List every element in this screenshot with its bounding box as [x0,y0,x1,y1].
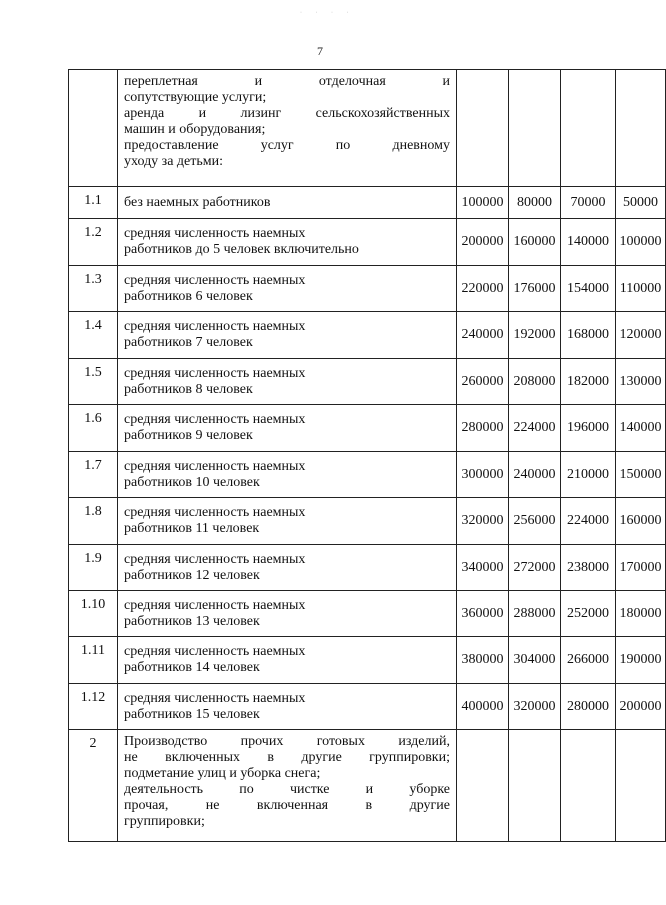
desc-line: средняя численность наемных [124,226,306,241]
value-cell: 140000 [561,219,616,266]
row-number: 1.12 [69,684,118,730]
table-row [69,591,666,637]
table-row [69,312,666,359]
table-row [69,684,666,730]
desc-line: Производство прочих готовых изделий, [124,734,450,749]
value-cell: 280000 [457,405,509,452]
value-cell: 120000 [616,312,666,359]
value-cell: 304000 [509,637,561,684]
value-cell [457,730,509,842]
value-cell: 224000 [509,405,561,452]
value-cell [457,70,509,187]
row-number: 1.9 [69,545,118,591]
desc-line: работников 6 человек [124,288,253,304]
value-cell: 288000 [509,591,561,637]
value-cell: 140000 [616,405,666,452]
row-number: 1.7 [69,452,118,498]
value-cell: 50000 [616,187,666,219]
value-cell: 380000 [457,637,509,684]
table-row [69,637,666,684]
row-description [118,498,457,545]
desc-line: предоставление услуг по дневному [124,138,450,153]
desc-line: деятельность по чистке и уборке [124,782,450,797]
value-cell: 340000 [457,545,509,591]
desc-line: средняя численность наемных [124,505,306,520]
desc-line: машин и оборудования; [124,122,266,137]
value-cell [561,730,616,842]
table-row [69,452,666,498]
value-cell: 180000 [616,591,666,637]
activity-description [118,70,457,187]
row-description [118,637,457,684]
value-cell: 208000 [509,359,561,405]
desc-line: средняя численность наемных [124,319,306,334]
desc-line: группировки; [124,814,205,829]
row-description [118,219,457,266]
desc-line: средняя численность наемных [124,597,306,613]
value-cell: 220000 [457,266,509,312]
desc-line: средняя численность наемных [124,272,306,288]
row-number: 1.1 [69,187,118,219]
value-cell [561,70,616,187]
row-description [118,591,457,637]
row-description [118,452,457,498]
desc-line: средняя численность наемных [124,458,306,474]
value-cell: 154000 [561,266,616,312]
desc-line: прочая, не включенная в другие [124,798,450,813]
value-cell: 70000 [561,187,616,219]
row-number: 1.11 [69,637,118,684]
row-number: 1.2 [69,219,118,266]
table-row [69,359,666,405]
row-description [118,359,457,405]
value-cell [616,70,666,187]
desc-line: работников 15 человек [124,706,260,722]
table-row [69,405,666,452]
table-row [69,187,666,219]
value-cell: 266000 [561,637,616,684]
desc-line: работников до 5 человек включительно [124,242,359,257]
value-cell: 182000 [561,359,616,405]
table-row [69,266,666,312]
desc-line: средняя численность наемных [124,551,306,567]
desc-line: не включенных в другие группировки; [124,750,450,765]
table-row [69,219,666,266]
page-number: 7 [317,44,323,58]
desc-line: переплетная и отделочная и [124,74,450,89]
desc-line: аренда и лизинг сельскохозяйственных [124,106,450,121]
desc-line: работников 14 человек [124,660,260,675]
value-cell: 110000 [616,266,666,312]
row-description [118,545,457,591]
value-cell: 300000 [457,452,509,498]
desc-line: работников 7 человек [124,335,253,350]
value-cell: 168000 [561,312,616,359]
value-cell: 80000 [509,187,561,219]
desc-line: без наемных работников [124,194,271,210]
desc-line: средняя численность наемных [124,412,306,427]
value-cell: 196000 [561,405,616,452]
value-cell: 200000 [616,684,666,730]
section-description [118,730,457,842]
value-cell: 100000 [457,187,509,219]
value-cell: 400000 [457,684,509,730]
value-cell: 160000 [509,219,561,266]
intro-row [69,70,666,187]
row-description [118,312,457,359]
row-number: 1.8 [69,498,118,545]
value-cell: 200000 [457,219,509,266]
value-cell: 320000 [509,684,561,730]
row-number-cell [69,70,118,187]
row-number: 1.10 [69,591,118,637]
desc-line: средняя численность наемных [124,644,306,659]
desc-line: работников 12 человек [124,567,260,583]
value-cell [616,730,666,842]
value-cell: 100000 [616,219,666,266]
row-description [118,266,457,312]
value-cell: 190000 [616,637,666,684]
desc-line: работников 11 человек [124,521,260,536]
section-row [69,730,666,842]
value-cell: 210000 [561,452,616,498]
desc-line: уходу за детьми: [124,154,224,169]
table-row [69,498,666,545]
value-cell: 240000 [457,312,509,359]
value-cell: 252000 [561,591,616,637]
value-cell: 280000 [561,684,616,730]
value-cell: 224000 [561,498,616,545]
desc-line: работников 9 человек [124,428,253,443]
desc-line: средняя численность наемных [124,690,306,706]
value-cell: 160000 [616,498,666,545]
row-number: 2 [69,730,118,842]
row-number: 1.4 [69,312,118,359]
value-cell: 360000 [457,591,509,637]
value-cell [509,730,561,842]
tariff-table [68,69,666,842]
value-cell: 272000 [509,545,561,591]
desc-line: работников 13 человек [124,613,260,629]
row-number: 1.3 [69,266,118,312]
value-cell: 240000 [509,452,561,498]
desc-line: работников 10 человек [124,474,260,490]
desc-line: работников 8 человек [124,381,253,397]
value-cell: 170000 [616,545,666,591]
value-cell: 260000 [457,359,509,405]
value-cell: 176000 [509,266,561,312]
value-cell: 150000 [616,452,666,498]
row-description [118,187,457,219]
scan-speck: · · · · [300,10,355,16]
value-cell: 238000 [561,545,616,591]
value-cell: 256000 [509,498,561,545]
value-cell: 320000 [457,498,509,545]
desc-line: средняя численность наемных [124,365,306,381]
row-number: 1.6 [69,405,118,452]
value-cell [509,70,561,187]
row-description [118,684,457,730]
desc-line: сопутствующие услуги; [124,90,267,105]
desc-line: подметание улиц и уборка снега; [124,766,321,781]
value-cell: 130000 [616,359,666,405]
value-cell: 192000 [509,312,561,359]
row-description [118,405,457,452]
table-row [69,545,666,591]
row-number: 1.5 [69,359,118,405]
